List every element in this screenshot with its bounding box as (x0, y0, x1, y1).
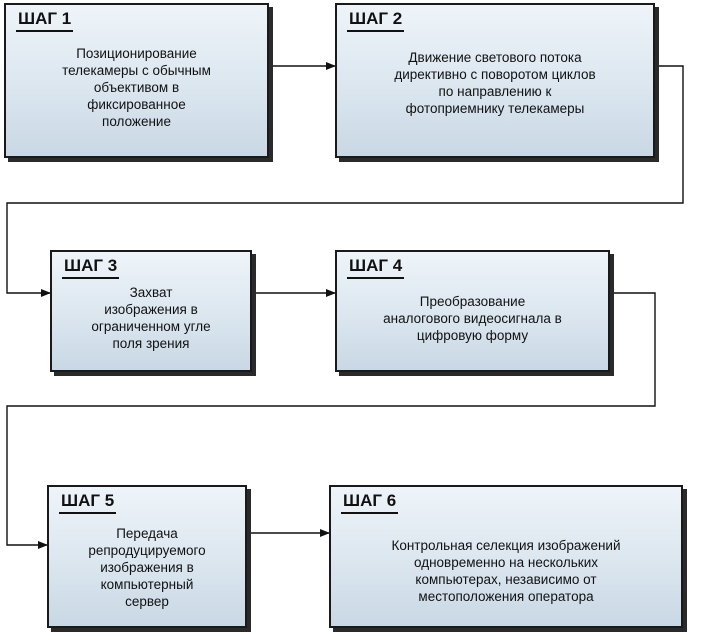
step-1-text: Позиционирование телекамеры с обычным объективом в фиксированное положение (62, 46, 211, 129)
step-3-box (50, 250, 252, 372)
step-5-box (47, 485, 247, 628)
step-4-box (335, 250, 610, 372)
step-3-text: Захват изображения в ограниченном угле поля зрения (91, 285, 211, 351)
step-2-box (335, 3, 655, 158)
step-2-text: Движение светового потока директивно с поворотом циклов по направлению к фотоприемнику телекамеры (394, 50, 596, 116)
step-5-text: Передача репродуцируемого изображения в компьютерный сервер (88, 526, 206, 609)
step-5-title: ШАГ 5 (59, 491, 116, 514)
step-6-title: ШАГ 6 (341, 491, 398, 514)
step-2-title: ШАГ 2 (347, 9, 404, 32)
step-6-text: Контрольная селекция изображений одновременно на нескольких компьютерах, независимо от местоположения оператора (391, 538, 621, 604)
step-1-box (4, 3, 269, 158)
step-1-title: ШАГ 1 (16, 9, 73, 32)
step-3-title: ШАГ 3 (62, 256, 119, 279)
step-4-text: Преобразование аналогового видеосигнала в цифровую форму (383, 294, 562, 343)
step-6-box (329, 485, 683, 628)
step-4-title: ШАГ 4 (347, 256, 404, 279)
